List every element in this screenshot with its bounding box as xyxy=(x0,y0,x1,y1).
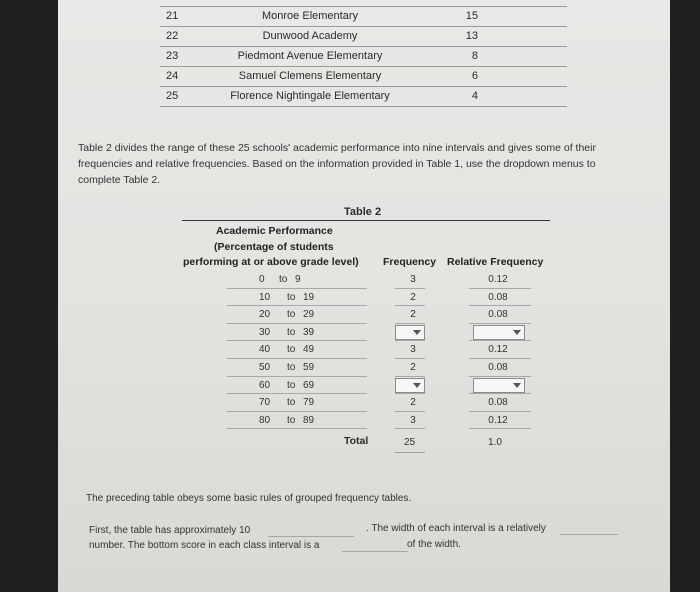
row-rule xyxy=(227,428,367,429)
header-academic-performance: Academic Performance xyxy=(216,225,333,237)
frequency-value: 2 xyxy=(410,309,416,321)
relative-frequency-dropdown[interactable] xyxy=(473,325,525,340)
school-score: 13 xyxy=(465,30,478,42)
relative-frequency-value: 0.08 xyxy=(488,309,508,321)
interval-high: 69 xyxy=(303,379,315,391)
school-score: 15 xyxy=(465,10,478,22)
interval-high: 39 xyxy=(303,326,315,338)
relative-frequency-value: 0.12 xyxy=(488,274,508,285)
rule-2-continued: of the width. xyxy=(407,539,461,550)
row-rule xyxy=(395,428,425,429)
school-number: 22 xyxy=(166,30,179,42)
table-1-row xyxy=(160,46,567,66)
rule-2-blank[interactable] xyxy=(342,551,408,552)
interval-low: 40 xyxy=(259,344,271,356)
rule-1-continued: . The width of each interval is a relatively xyxy=(366,523,546,534)
interval-high: 59 xyxy=(303,361,315,373)
total-row-rule xyxy=(395,452,425,453)
interval-low: 70 xyxy=(259,397,271,409)
frequency-value: 3 xyxy=(410,344,416,356)
table-1-row xyxy=(160,66,567,86)
total-frequency: 25 xyxy=(404,437,416,448)
table-2-row xyxy=(183,394,549,412)
school-number: 21 xyxy=(166,10,179,22)
school-number: 24 xyxy=(166,70,179,82)
table-1-row xyxy=(160,6,567,26)
frequency-value: 2 xyxy=(410,397,416,409)
table-2-row xyxy=(183,306,549,324)
frequency-value: 2 xyxy=(410,291,416,303)
school-name: Samuel Clemens Elementary xyxy=(238,70,382,82)
frequency-value: 3 xyxy=(410,274,416,285)
interval-to: to xyxy=(287,379,296,391)
interval-to: to xyxy=(287,291,296,303)
interval-low: 80 xyxy=(259,414,271,426)
total-label: Total xyxy=(344,435,369,447)
frequency-dropdown[interactable] xyxy=(395,325,425,340)
interval-low: 20 xyxy=(259,309,271,321)
total-relative-frequency: 1.0 xyxy=(488,437,502,448)
instructions-text: Table 2 divides the range of these 25 schools' academic performance into nine intervals and gives some of their frequencies and relative frequencies. Based on the information provided in Table 1, use the dropdown menus to complete Table 2. xyxy=(78,142,596,186)
table-2-title: Table 2 xyxy=(344,206,382,218)
interval-high: 29 xyxy=(303,309,315,321)
interval-low: 50 xyxy=(259,361,271,373)
interval-low: 60 xyxy=(259,379,271,391)
table-2-row xyxy=(183,324,549,342)
interval-low: 0 xyxy=(259,274,265,285)
interval-to: to xyxy=(287,309,296,321)
table-2-row xyxy=(183,377,549,395)
relative-frequency-value: 0.08 xyxy=(488,397,508,409)
header-relative-frequency: Relative Frequency xyxy=(447,256,544,268)
table-2-row xyxy=(183,359,549,377)
table-2-row xyxy=(183,341,549,359)
school-score: 8 xyxy=(471,50,478,62)
relative-frequency-value: 0.12 xyxy=(488,414,508,426)
table-1-row xyxy=(160,26,567,46)
rule-1b-blank[interactable] xyxy=(560,534,618,535)
interval-low: 10 xyxy=(259,291,271,303)
school-number: 23 xyxy=(166,50,179,62)
interval-to: to xyxy=(287,397,296,409)
school-score: 4 xyxy=(471,90,478,102)
interval-high: 19 xyxy=(303,291,315,303)
interval-to: to xyxy=(287,361,296,373)
table-1 xyxy=(160,6,567,107)
school-number: 25 xyxy=(166,90,179,102)
school-name: Monroe Elementary xyxy=(262,10,358,22)
school-name: Dunwood Academy xyxy=(262,30,358,42)
header-frequency: Frequency xyxy=(383,256,437,268)
interval-to: to xyxy=(279,274,288,285)
interval-to: to xyxy=(287,326,296,338)
chevron-down-icon xyxy=(513,383,521,388)
relative-frequency-dropdown[interactable] xyxy=(473,378,525,393)
frequency-dropdown[interactable] xyxy=(395,378,425,393)
interval-high: 89 xyxy=(303,414,315,426)
chevron-down-icon xyxy=(413,330,421,335)
table-2-row xyxy=(183,271,549,289)
interval-high: 49 xyxy=(303,344,315,356)
relative-frequency-value: 0.08 xyxy=(488,361,508,373)
relative-frequency-value: 0.08 xyxy=(488,291,508,303)
rules-intro: The preceding table obeys some basic rules of grouped frequency tables. xyxy=(86,493,412,504)
rule-1-text: First, the table has approximately 10 xyxy=(89,525,251,536)
frequency-value: 2 xyxy=(410,361,416,373)
relative-frequency-value: 0.12 xyxy=(488,344,508,356)
school-name: Piedmont Avenue Elementary xyxy=(237,50,383,62)
table-2-row xyxy=(183,412,549,430)
interval-to: to xyxy=(287,344,296,356)
table-2-top-rule xyxy=(182,220,550,221)
chevron-down-icon xyxy=(513,330,521,335)
interval-high: 9 xyxy=(295,274,301,285)
school-name: Florence Nightingale Elementary xyxy=(230,90,390,102)
row-rule xyxy=(469,428,531,429)
table-2-row xyxy=(183,289,549,307)
interval-to: to xyxy=(287,414,296,426)
interval-low: 30 xyxy=(259,326,271,338)
table-1-row xyxy=(160,86,567,107)
rule-2-text: number. The bottom score in each class interval is a xyxy=(89,540,320,551)
rule-1-blank[interactable] xyxy=(268,536,354,537)
frequency-value: 3 xyxy=(410,414,416,426)
header-percentage: (Percentage of students xyxy=(214,241,334,253)
table-2 xyxy=(183,271,549,429)
header-performing: performing at or above grade level) xyxy=(183,256,359,268)
school-score: 6 xyxy=(471,70,478,82)
interval-high: 79 xyxy=(303,397,315,409)
chevron-down-icon xyxy=(413,383,421,388)
